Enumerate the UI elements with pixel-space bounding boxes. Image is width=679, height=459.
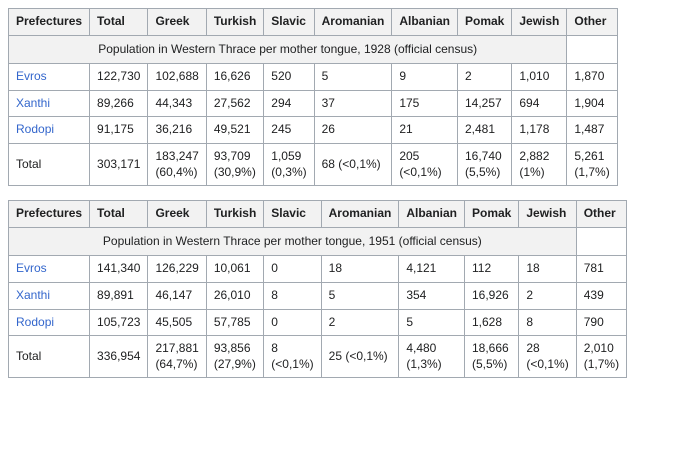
column-header: Jewish — [512, 9, 567, 36]
cell-value: 694 — [519, 95, 540, 110]
cell-content — [214, 288, 256, 304]
cell-content — [97, 315, 140, 331]
cell-value: 44,343 — [155, 95, 193, 110]
table-cell — [512, 117, 567, 144]
table-row — [9, 90, 618, 117]
column-header: Pomak — [457, 9, 511, 36]
table-row — [9, 143, 618, 185]
cell-content — [519, 122, 559, 138]
table-caption-row — [9, 227, 627, 256]
cell-content — [271, 122, 306, 138]
cell-content — [271, 341, 313, 372]
table-cell — [321, 256, 399, 283]
total-label — [9, 143, 90, 185]
table-cell — [264, 117, 314, 144]
cell-content — [406, 315, 457, 331]
table-row — [9, 64, 618, 91]
cell-content — [214, 149, 256, 180]
cell-content — [574, 96, 609, 112]
cell-content — [584, 261, 619, 277]
table-cell — [90, 117, 148, 144]
table-cell — [519, 256, 576, 283]
cell-content — [214, 341, 256, 372]
cell-value: 16,740 — [464, 148, 502, 163]
cell-content — [526, 315, 568, 331]
table-cell — [148, 282, 206, 309]
cell-value: 2,481 — [464, 122, 496, 137]
cell-content — [472, 261, 511, 277]
total-label — [9, 336, 90, 378]
cell-value: 217,881 — [155, 341, 199, 356]
cell-value: 520 — [271, 69, 292, 84]
census-table — [8, 8, 618, 186]
table-cell — [148, 309, 206, 336]
cell-content — [271, 288, 313, 304]
cell-content — [155, 261, 198, 277]
cell-value: 26 — [321, 122, 335, 137]
table-cell — [314, 64, 392, 91]
table-cell — [519, 282, 576, 309]
cell-percentage: (5,5%) — [472, 356, 508, 371]
table-cell — [206, 90, 263, 117]
table-cell — [457, 90, 511, 117]
cell-percentage: (60,4%) — [155, 164, 198, 179]
cell-content — [271, 69, 306, 85]
table-cell — [567, 117, 617, 144]
table-cell — [264, 90, 314, 117]
cell-value: 439 — [583, 287, 604, 302]
table-cell — [465, 256, 519, 283]
prefecture-link[interactable] — [9, 90, 90, 117]
cell-content — [214, 96, 256, 112]
cell-value: 4,480 — [406, 341, 437, 356]
cell-content — [472, 288, 511, 304]
cell-content — [584, 315, 619, 331]
table-cell — [90, 90, 148, 117]
cell-value: 14,257 — [464, 95, 502, 110]
table-cell — [148, 117, 206, 144]
cell-content — [214, 261, 256, 277]
table-cell — [512, 90, 567, 117]
cell-value: 1,870 — [574, 69, 605, 84]
cell-content — [97, 349, 140, 365]
cell-content — [519, 96, 559, 112]
cell-value: 245 — [271, 122, 292, 137]
prefecture-label: Total — [16, 348, 42, 363]
tables-container — [8, 8, 671, 378]
table-cell — [567, 64, 617, 91]
table-cell — [576, 336, 626, 378]
cell-value: 105,723 — [97, 314, 141, 329]
table-row — [9, 309, 627, 336]
table-cell — [399, 282, 465, 309]
table-cell — [206, 143, 263, 185]
cell-content — [155, 149, 198, 180]
cell-value: 354 — [406, 287, 427, 302]
table-cell — [90, 336, 148, 378]
cell-value: 0 — [271, 314, 278, 329]
cell-content — [329, 261, 392, 277]
cell-content — [526, 341, 568, 372]
prefecture-label: Evros — [16, 261, 47, 276]
cell-content — [406, 341, 457, 372]
cell-value: 18,666 — [472, 341, 509, 356]
cell-percentage: (1,3%) — [406, 356, 442, 371]
cell-value: 126,229 — [155, 261, 199, 276]
cell-content — [399, 96, 450, 112]
table-cell — [314, 90, 392, 117]
cell-content — [329, 349, 392, 365]
cell-percentage: (64,7%) — [155, 356, 198, 371]
table-cell — [206, 309, 263, 336]
cell-value: 303,171 — [97, 156, 141, 171]
cell-content — [97, 261, 140, 277]
table-cell — [519, 309, 576, 336]
cell-content — [271, 96, 306, 112]
table-row — [9, 256, 627, 283]
column-header: Total — [90, 9, 148, 36]
cell-value: 4,121 — [406, 261, 437, 276]
cell-content — [322, 157, 385, 173]
cell-value: 89,266 — [97, 95, 134, 110]
cell-value: 93,856 — [213, 341, 251, 356]
cell-value: 68 (<0,1%) — [321, 156, 381, 171]
table-cell — [321, 309, 399, 336]
prefecture-link[interactable] — [9, 256, 90, 283]
cell-value: 57,785 — [213, 314, 251, 329]
table-cell — [576, 282, 626, 309]
cell-content — [271, 261, 313, 277]
cell-value: 45,505 — [155, 314, 193, 329]
table-cell — [206, 336, 263, 378]
table-cell — [264, 143, 314, 185]
cell-value: 18 — [328, 261, 342, 276]
cell-content — [155, 288, 198, 304]
cell-content — [472, 341, 511, 372]
cell-value: 16,926 — [472, 287, 509, 302]
cell-value: 1,628 — [472, 314, 503, 329]
cell-value: 790 — [583, 314, 604, 329]
cell-content — [584, 288, 619, 304]
cell-value: 8 — [271, 287, 278, 302]
table-caption-spacer — [567, 35, 617, 64]
column-header: Turkish — [206, 201, 263, 228]
cell-value: 46,147 — [155, 287, 193, 302]
cell-value: 205 — [399, 148, 420, 163]
column-header: Slavic — [264, 9, 314, 36]
cell-content — [584, 341, 619, 372]
table-cell — [512, 64, 567, 91]
cell-percentage: (<0,1%) — [399, 164, 442, 179]
cell-content — [574, 69, 609, 85]
table-cell — [399, 309, 465, 336]
cell-value: 9 — [399, 69, 406, 84]
prefecture-link[interactable] — [9, 64, 90, 91]
column-header: Aromanian — [321, 201, 399, 228]
cell-content — [519, 69, 559, 85]
cell-percentage: (1%) — [519, 164, 545, 179]
table-cell — [567, 143, 617, 185]
cell-value: 16,626 — [213, 69, 251, 84]
cell-value: 49,521 — [213, 122, 251, 137]
cell-content — [155, 315, 198, 331]
cell-value: 2 — [464, 69, 472, 84]
cell-value: 18 — [526, 261, 540, 276]
table-cell — [392, 90, 458, 117]
table-cell — [392, 117, 458, 144]
prefecture-label: Rodopi — [16, 314, 55, 329]
table-cell — [148, 336, 206, 378]
cell-value: 2 — [526, 287, 534, 302]
table-cell — [206, 256, 263, 283]
cell-value: 781 — [583, 261, 604, 276]
cell-content — [465, 69, 504, 85]
table-cell — [90, 256, 148, 283]
table-cell — [206, 117, 263, 144]
table-cell — [90, 282, 148, 309]
cell-percentage: (5,5%) — [464, 164, 501, 179]
cell-content — [214, 122, 256, 138]
table-cell — [576, 256, 626, 283]
table-cell — [465, 309, 519, 336]
cell-value: 336,954 — [97, 348, 141, 363]
cell-value: 102,688 — [155, 69, 199, 84]
cell-percentage: (27,9%) — [213, 356, 256, 371]
cell-content — [399, 122, 450, 138]
table-cell — [392, 64, 458, 91]
table-caption: Population in Western Thrace per mother tongue, 1951 (official census) — [9, 227, 577, 256]
cell-value: 26,010 — [213, 287, 251, 302]
cell-percentage: (1,7%) — [583, 356, 620, 371]
column-header: Prefectures — [9, 201, 90, 228]
table-cell — [264, 256, 321, 283]
cell-content — [155, 96, 198, 112]
table-cell — [399, 336, 465, 378]
cell-content — [465, 149, 504, 180]
cell-value: 5,261 — [574, 148, 605, 163]
table-cell — [321, 336, 399, 378]
prefecture-link[interactable] — [9, 309, 90, 336]
table-cell — [576, 309, 626, 336]
cell-value: 1,487 — [574, 122, 605, 137]
table-cell — [148, 90, 206, 117]
cell-content — [574, 122, 609, 138]
cell-percentage: (<0,1%) — [271, 356, 314, 371]
cell-content — [519, 149, 559, 180]
cell-content — [214, 315, 256, 331]
table-cell — [148, 143, 206, 185]
cell-value: 112 — [472, 261, 492, 276]
table-cell — [457, 117, 511, 144]
cell-value: 2,010 — [583, 341, 614, 356]
column-header: Aromanian — [314, 9, 392, 36]
table-cell — [465, 282, 519, 309]
column-header: Other — [567, 9, 617, 36]
cell-value: 175 — [399, 95, 420, 110]
table-cell — [264, 282, 321, 309]
column-header: Pomak — [465, 201, 519, 228]
prefecture-link[interactable] — [9, 117, 90, 144]
column-header: Slavic — [264, 201, 321, 228]
cell-value: 2,882 — [519, 148, 550, 163]
table-cell — [392, 143, 458, 185]
cell-value: 28 — [526, 341, 540, 356]
cell-percentage: (0,3%) — [271, 164, 307, 179]
table-cell — [314, 117, 392, 144]
table-cell — [148, 256, 206, 283]
cell-content — [271, 315, 313, 331]
table-header-row — [9, 201, 627, 228]
cell-content — [526, 288, 568, 304]
cell-content — [155, 122, 198, 138]
cell-content — [97, 69, 140, 85]
cell-value: 122,730 — [97, 69, 141, 84]
table-cell — [465, 336, 519, 378]
prefecture-link[interactable] — [9, 282, 90, 309]
cell-percentage: (1,7%) — [574, 164, 610, 179]
column-header: Turkish — [206, 9, 263, 36]
column-header: Total — [90, 201, 148, 228]
cell-value: 1,904 — [574, 95, 605, 110]
cell-value: 25 (<0,1%) — [328, 348, 388, 363]
prefecture-label: Evros — [16, 69, 47, 84]
cell-content — [465, 96, 504, 112]
table-cell — [90, 309, 148, 336]
cell-content — [322, 96, 385, 112]
cell-content — [329, 288, 392, 304]
cell-value: 0 — [271, 261, 278, 276]
cell-value: 5 — [321, 69, 329, 84]
cell-content — [214, 69, 256, 85]
table-cell — [457, 143, 511, 185]
table-cell — [206, 64, 263, 91]
cell-value: 294 — [271, 95, 292, 110]
column-header: Other — [576, 201, 626, 228]
column-header: Albanian — [399, 201, 465, 228]
cell-value: 5 — [328, 287, 336, 302]
prefecture-label: Total — [16, 156, 42, 171]
table-cell — [399, 256, 465, 283]
cell-value: 91,175 — [97, 122, 134, 137]
cell-content — [399, 69, 450, 85]
cell-value: 141,340 — [97, 261, 141, 276]
cell-content — [155, 341, 198, 372]
cell-content — [97, 288, 140, 304]
table-cell — [206, 282, 263, 309]
cell-content — [271, 149, 306, 180]
column-header: Albanian — [392, 9, 458, 36]
table-cell — [512, 143, 567, 185]
cell-content — [465, 122, 504, 138]
cell-value: 5 — [406, 314, 414, 329]
table-row — [9, 117, 618, 144]
column-header: Jewish — [519, 201, 576, 228]
table-cell — [519, 336, 576, 378]
column-header: Prefectures — [9, 9, 90, 36]
cell-content — [406, 288, 457, 304]
cell-value: 183,247 — [155, 148, 199, 163]
cell-value: 8 — [271, 341, 278, 356]
cell-content — [155, 69, 198, 85]
table-cell — [264, 64, 314, 91]
table-cell — [321, 282, 399, 309]
column-header: Greek — [148, 201, 206, 228]
cell-value: 21 — [399, 122, 413, 137]
cell-percentage: (30,9%) — [213, 164, 256, 179]
cell-value: 89,891 — [97, 287, 134, 302]
prefecture-label: Xanthi — [16, 95, 51, 110]
cell-content — [322, 69, 385, 85]
cell-value: 8 — [526, 314, 534, 329]
table-cell — [264, 309, 321, 336]
census-table — [8, 200, 627, 378]
table-cell — [264, 336, 321, 378]
prefecture-label: Rodopi — [16, 122, 55, 137]
cell-value: 27,562 — [213, 95, 251, 110]
table-caption-spacer — [576, 227, 626, 256]
cell-content — [97, 96, 140, 112]
cell-content — [574, 149, 609, 180]
cell-value: 36,216 — [155, 122, 193, 137]
table-cell — [90, 143, 148, 185]
table-cell — [90, 64, 148, 91]
cell-value: 1,178 — [519, 122, 550, 137]
cell-value: 1,010 — [519, 69, 550, 84]
cell-value: 2 — [328, 314, 336, 329]
cell-content — [97, 122, 140, 138]
cell-value: 37 — [321, 95, 335, 110]
table-caption: Population in Western Thrace per mother tongue, 1928 (official census) — [9, 35, 567, 64]
table-cell — [148, 64, 206, 91]
table-row — [9, 336, 627, 378]
cell-value: 93,709 — [213, 148, 251, 163]
cell-content — [406, 261, 457, 277]
table-row — [9, 282, 627, 309]
cell-value: 1,059 — [271, 148, 302, 163]
cell-content — [322, 122, 385, 138]
cell-content — [526, 261, 568, 277]
table-cell — [314, 143, 392, 185]
cell-value: 10,061 — [213, 261, 251, 276]
column-header: Greek — [148, 9, 206, 36]
cell-content — [472, 315, 511, 331]
cell-content — [97, 157, 140, 173]
cell-content — [329, 315, 392, 331]
table-cell — [567, 90, 617, 117]
cell-content — [399, 149, 450, 180]
table-caption-row — [9, 35, 618, 64]
table-cell — [457, 64, 511, 91]
prefecture-label: Xanthi — [16, 287, 51, 302]
cell-percentage: (<0,1%) — [526, 356, 569, 371]
table-header-row — [9, 9, 618, 36]
